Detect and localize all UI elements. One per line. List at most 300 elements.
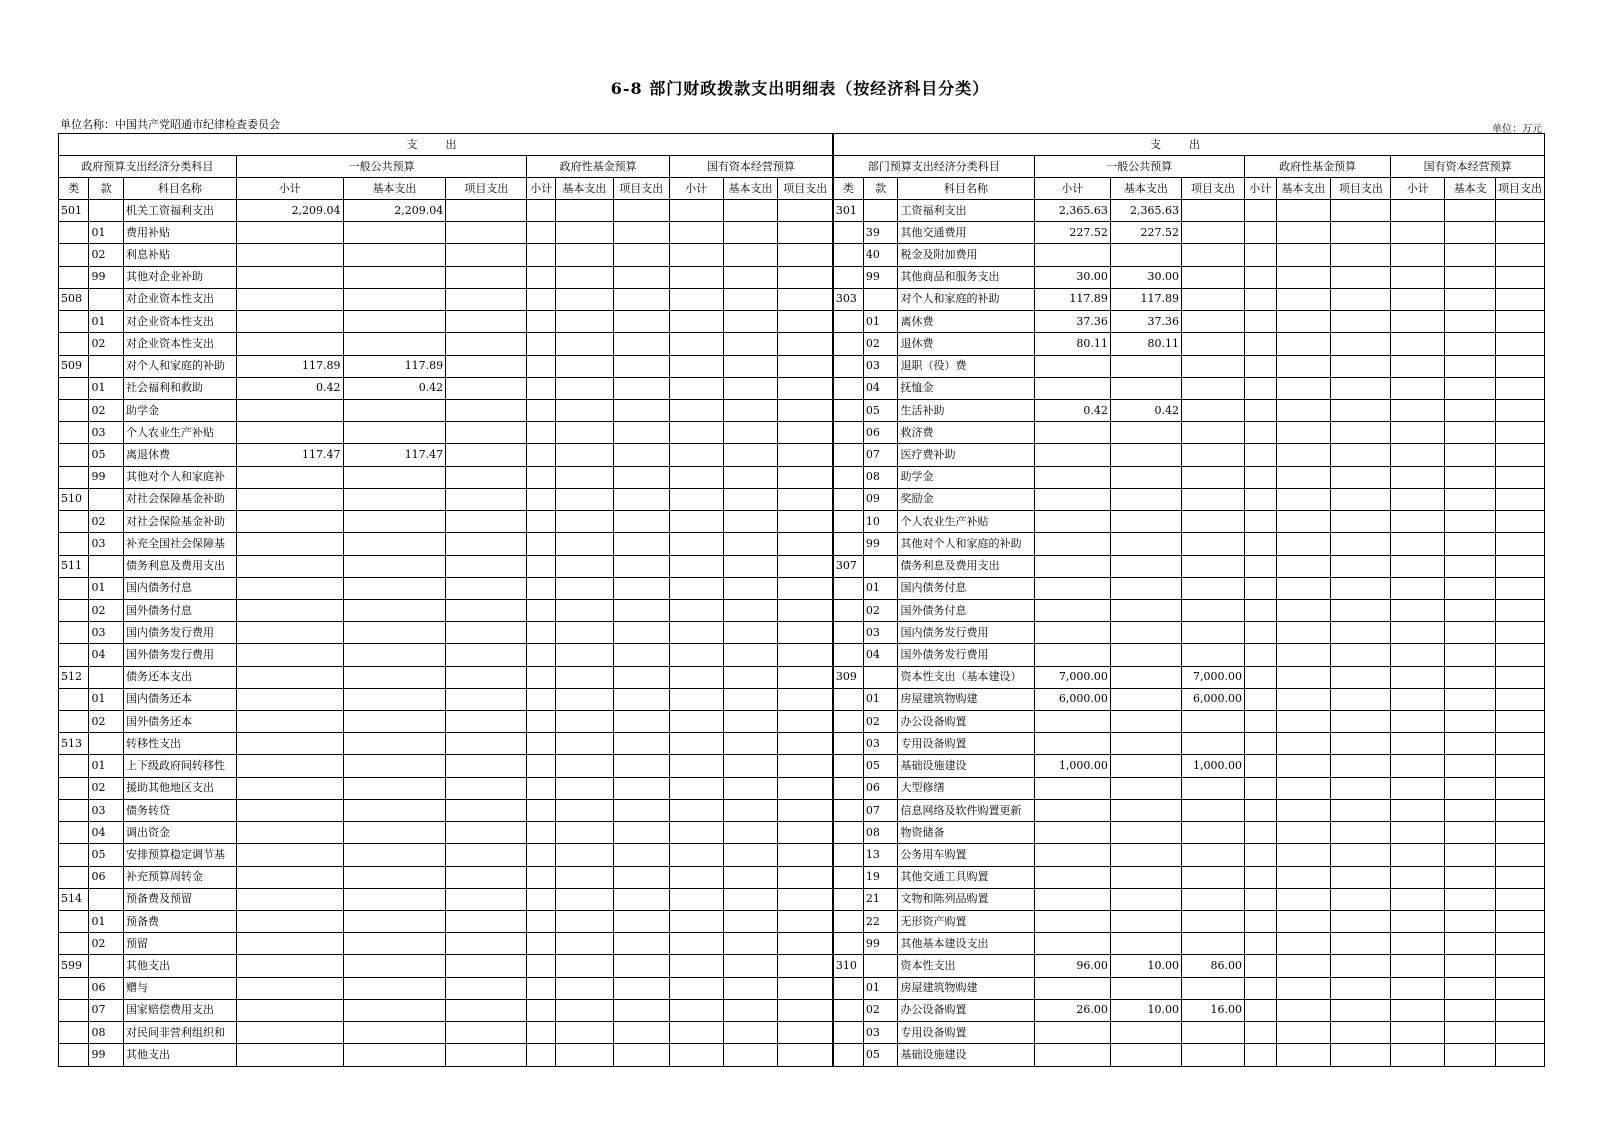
left-capital-subtotal-cell (669, 1044, 723, 1067)
left-capital-subtotal-cell (669, 200, 723, 222)
right-basic-cell (1110, 666, 1181, 688)
left-proj-cell (446, 444, 527, 466)
left-kuan-cell: 04 (89, 822, 124, 844)
left-fund-project-cell (613, 288, 669, 310)
left-capital-basic-cell (723, 422, 778, 444)
left-fund-subtotal-cell (527, 466, 555, 488)
right-basic-cell (1110, 577, 1181, 599)
right-sub-cell: 37.36 (1034, 311, 1110, 333)
right-fund-subtotal-cell (1245, 933, 1277, 955)
left-proj-cell (446, 266, 527, 288)
left-name-cell: 对社会保障基金补助 (124, 488, 237, 510)
right-capital-basic-cell (1445, 288, 1496, 310)
left-lei-cell (59, 822, 89, 844)
left-capital-subtotal-cell (669, 377, 723, 399)
left-fund-subtotal-cell (527, 488, 555, 510)
left-sub-cell (236, 822, 343, 844)
left-proj-cell (446, 488, 527, 510)
right-name-cell: 其他交通工具购置 (898, 866, 1034, 888)
right-lei-cell (833, 622, 863, 644)
left-fund-basic-cell (555, 577, 613, 599)
right-fund-basic-cell (1276, 266, 1331, 288)
right-capital-basic-cell (1445, 799, 1496, 821)
left-name-cell: 对社会保险基金补助 (124, 511, 237, 533)
left-lei-cell (59, 711, 89, 733)
left-name-cell: 债务还本支出 (124, 666, 237, 688)
right-capital-project-cell (1496, 888, 1545, 910)
left-capital-subtotal-cell (669, 577, 723, 599)
right-fund-subtotal-cell (1245, 1022, 1277, 1044)
right-fund-subtotal-cell (1245, 688, 1277, 710)
right-lei-cell (833, 977, 863, 999)
col-basic: 基本支出 (1276, 178, 1331, 200)
right-fund-basic-cell (1276, 733, 1331, 755)
left-capital-subtotal-cell (669, 599, 723, 621)
right-state-capital-header: 国有资本经营预算 (1391, 156, 1545, 178)
left-sub-cell (236, 533, 343, 555)
right-capital-project-cell (1496, 355, 1545, 377)
left-fund-project-cell (613, 399, 669, 421)
left-capital-project-cell (778, 244, 833, 266)
right-proj-cell (1182, 777, 1245, 799)
left-fund-project-cell (613, 622, 669, 644)
right-fund-basic-cell (1276, 977, 1331, 999)
right-fund-project-cell (1331, 599, 1391, 621)
left-lei-cell: 513 (59, 733, 89, 755)
left-fund-project-cell (613, 688, 669, 710)
left-basic-cell (343, 599, 446, 621)
left-fund-basic-cell (555, 244, 613, 266)
right-capital-basic-cell (1445, 666, 1496, 688)
left-fund-project-cell (613, 599, 669, 621)
right-fund-project-cell (1331, 733, 1391, 755)
right-basic-cell (1110, 688, 1181, 710)
right-proj-cell (1182, 288, 1245, 310)
right-fund-project-cell (1331, 533, 1391, 555)
left-basic-cell (343, 488, 446, 510)
right-lei-cell (833, 777, 863, 799)
right-capital-project-cell (1496, 711, 1545, 733)
right-kuan-cell: 08 (863, 822, 898, 844)
left-lei-cell (59, 799, 89, 821)
left-fund-basic-cell (555, 533, 613, 555)
right-sub-cell (1034, 1044, 1110, 1067)
right-proj-cell (1182, 622, 1245, 644)
left-lei-cell (59, 244, 89, 266)
left-capital-subtotal-cell (669, 222, 723, 244)
right-fund-project-cell (1331, 666, 1391, 688)
left-fund-project-cell (613, 222, 669, 244)
left-name-cell: 上下级政府间转移性 (124, 755, 237, 777)
right-capital-basic-cell (1445, 244, 1496, 266)
right-fund-basic-cell (1276, 1022, 1331, 1044)
left-fund-basic-cell (555, 266, 613, 288)
left-fund-subtotal-cell (527, 666, 555, 688)
left-fund-subtotal-cell (527, 688, 555, 710)
table-row (59, 666, 1545, 688)
right-lei-cell: 303 (833, 288, 863, 310)
col-lei: 类 (59, 178, 89, 200)
left-capital-basic-cell (723, 599, 778, 621)
left-capital-project-cell (778, 533, 833, 555)
right-capital-basic-cell (1445, 399, 1496, 421)
right-sub-cell (1034, 911, 1110, 933)
right-name-cell: 专用设备购置 (898, 1022, 1034, 1044)
right-kuan-cell: 03 (863, 622, 898, 644)
right-name-cell: 资本性支出（基本建设） (898, 666, 1034, 688)
right-kuan-cell: 21 (863, 888, 898, 910)
right-capital-subtotal-cell (1391, 866, 1445, 888)
right-proj-cell (1182, 399, 1245, 421)
left-fund-subtotal-cell (527, 733, 555, 755)
table-row (59, 911, 1545, 933)
left-fund-basic-cell (555, 355, 613, 377)
left-proj-cell (446, 644, 527, 666)
right-basic-cell (1110, 511, 1181, 533)
right-kuan-cell: 10 (863, 511, 898, 533)
left-capital-basic-cell (723, 1044, 778, 1067)
left-fund-project-cell (613, 644, 669, 666)
right-fund-subtotal-cell (1245, 977, 1277, 999)
left-proj-cell (446, 888, 527, 910)
left-lei-cell (59, 466, 89, 488)
left-fund-project-cell (613, 444, 669, 466)
left-kuan-cell: 02 (89, 711, 124, 733)
right-sub-cell (1034, 977, 1110, 999)
right-capital-project-cell (1496, 444, 1545, 466)
left-capital-subtotal-cell (669, 644, 723, 666)
table-row (59, 1044, 1545, 1067)
left-basic-cell (343, 244, 446, 266)
right-capital-subtotal-cell (1391, 266, 1445, 288)
right-fund-basic-cell (1276, 511, 1331, 533)
col-project: 项目支出 (1496, 178, 1545, 200)
right-fund-subtotal-cell (1245, 755, 1277, 777)
right-fund-subtotal-cell (1245, 577, 1277, 599)
left-name-cell: 安排预算稳定调节基 (124, 844, 237, 866)
left-name-cell: 国内债务发行费用 (124, 622, 237, 644)
right-fund-subtotal-cell (1245, 466, 1277, 488)
table-row (59, 444, 1545, 466)
left-capital-project-cell (778, 311, 833, 333)
right-basic-cell (1110, 755, 1181, 777)
right-fund-basic-cell (1276, 355, 1331, 377)
left-proj-cell (446, 466, 527, 488)
right-capital-basic-cell (1445, 377, 1496, 399)
left-lei-cell: 511 (59, 555, 89, 577)
right-basic-cell: 117.89 (1110, 288, 1181, 310)
right-fund-basic-cell (1276, 333, 1331, 355)
left-name-cell: 对个人和家庭的补助 (124, 355, 237, 377)
right-fund-project-cell (1331, 200, 1391, 222)
left-capital-subtotal-cell (669, 399, 723, 421)
right-proj-cell (1182, 222, 1245, 244)
left-basic-cell (343, 399, 446, 421)
right-capital-subtotal-cell (1391, 955, 1445, 977)
left-capital-project-cell (778, 666, 833, 688)
right-capital-subtotal-cell (1391, 622, 1445, 644)
right-fund-subtotal-cell (1245, 666, 1277, 688)
left-sub-cell (236, 599, 343, 621)
right-lei-cell (833, 355, 863, 377)
left-lei-cell (59, 577, 89, 599)
left-capital-basic-cell (723, 333, 778, 355)
left-lei-cell: 512 (59, 666, 89, 688)
right-basic-cell: 0.42 (1110, 399, 1181, 421)
right-expense-header: 支出 (833, 134, 1545, 156)
right-name-cell: 大型修缮 (898, 777, 1034, 799)
left-fund-subtotal-cell (527, 555, 555, 577)
right-lei-cell (833, 533, 863, 555)
left-fund-basic-cell (555, 399, 613, 421)
left-capital-basic-cell (723, 577, 778, 599)
left-fund-subtotal-cell (527, 355, 555, 377)
left-fund-project-cell (613, 200, 669, 222)
right-kuan-cell: 02 (863, 999, 898, 1021)
left-capital-basic-cell (723, 799, 778, 821)
left-lei-cell (59, 599, 89, 621)
right-sub-cell (1034, 244, 1110, 266)
left-fund-project-cell (613, 1022, 669, 1044)
right-name-cell: 物资储备 (898, 822, 1034, 844)
right-name-cell: 办公设备购置 (898, 999, 1034, 1021)
right-basic-cell (1110, 355, 1181, 377)
left-capital-project-cell (778, 266, 833, 288)
right-fund-project-cell (1331, 711, 1391, 733)
left-lei-cell (59, 622, 89, 644)
left-capital-project-cell (778, 577, 833, 599)
left-proj-cell (446, 688, 527, 710)
left-sub-cell (236, 555, 343, 577)
left-basic-cell (343, 311, 446, 333)
right-fund-subtotal-cell (1245, 399, 1277, 421)
left-fund-basic-cell (555, 444, 613, 466)
left-fund-project-cell (613, 311, 669, 333)
left-lei-cell: 510 (59, 488, 89, 510)
right-capital-subtotal-cell (1391, 755, 1445, 777)
right-category-header: 部门预算支出经济分类科目 (833, 156, 1034, 178)
left-sub-cell (236, 933, 343, 955)
left-fund-project-cell (613, 866, 669, 888)
right-capital-project-cell (1496, 666, 1545, 688)
left-kuan-cell: 01 (89, 311, 124, 333)
right-lei-cell (833, 911, 863, 933)
table-row (59, 555, 1545, 577)
right-kuan-cell: 03 (863, 355, 898, 377)
left-kuan-cell: 02 (89, 933, 124, 955)
right-fund-subtotal-cell (1245, 822, 1277, 844)
right-name-cell: 其他交通费用 (898, 222, 1034, 244)
right-capital-project-cell (1496, 955, 1545, 977)
left-fund-basic-cell (555, 911, 613, 933)
left-name-cell: 国家赔偿费用支出 (124, 999, 237, 1021)
right-capital-basic-cell (1445, 866, 1496, 888)
left-basic-cell (343, 555, 446, 577)
left-sub-cell (236, 999, 343, 1021)
left-basic-cell (343, 777, 446, 799)
left-name-cell: 国外债务付息 (124, 599, 237, 621)
col-subtotal: 小计 (527, 178, 555, 200)
right-name-cell: 救济费 (898, 422, 1034, 444)
left-capital-basic-cell (723, 222, 778, 244)
right-fund-subtotal-cell (1245, 1044, 1277, 1067)
right-basic-cell (1110, 377, 1181, 399)
left-fund-subtotal-cell (527, 822, 555, 844)
left-sub-cell (236, 1044, 343, 1067)
left-capital-basic-cell (723, 200, 778, 222)
left-fund-basic-cell (555, 1022, 613, 1044)
right-capital-subtotal-cell (1391, 222, 1445, 244)
left-lei-cell (59, 911, 89, 933)
right-fund-project-cell (1331, 422, 1391, 444)
left-fund-project-cell (613, 799, 669, 821)
right-lei-cell (833, 1044, 863, 1067)
right-basic-cell (1110, 977, 1181, 999)
left-fund-project-cell (613, 888, 669, 910)
left-fund-subtotal-cell (527, 955, 555, 977)
right-capital-basic-cell (1445, 555, 1496, 577)
left-kuan-cell: 03 (89, 533, 124, 555)
right-name-cell: 债务利息及费用支出 (898, 555, 1034, 577)
left-kuan-cell: 01 (89, 577, 124, 599)
right-kuan-cell: 07 (863, 799, 898, 821)
right-capital-subtotal-cell (1391, 911, 1445, 933)
left-capital-project-cell (778, 955, 833, 977)
right-capital-subtotal-cell (1391, 888, 1445, 910)
left-fund-basic-cell (555, 1044, 613, 1067)
right-fund-project-cell (1331, 822, 1391, 844)
left-name-cell: 预留 (124, 933, 237, 955)
right-sub-cell (1034, 733, 1110, 755)
right-capital-project-cell (1496, 599, 1545, 621)
left-fund-subtotal-cell (527, 444, 555, 466)
left-basic-cell (343, 288, 446, 310)
left-basic-cell (343, 977, 446, 999)
left-capital-basic-cell (723, 933, 778, 955)
left-kuan-cell: 03 (89, 799, 124, 821)
right-sub-cell (1034, 933, 1110, 955)
left-capital-subtotal-cell (669, 244, 723, 266)
right-basic-cell: 80.11 (1110, 333, 1181, 355)
left-capital-project-cell (778, 711, 833, 733)
right-proj-cell (1182, 377, 1245, 399)
left-fund-subtotal-cell (527, 377, 555, 399)
table-row (59, 355, 1545, 377)
right-basic-cell (1110, 488, 1181, 510)
table-row (59, 577, 1545, 599)
left-capital-basic-cell (723, 288, 778, 310)
left-kuan-cell: 03 (89, 422, 124, 444)
left-fund-subtotal-cell (527, 511, 555, 533)
left-expense-header: 支出 (59, 134, 833, 156)
left-proj-cell (446, 755, 527, 777)
right-sub-cell (1034, 555, 1110, 577)
right-general-budget-header: 一般公共预算 (1034, 156, 1244, 178)
right-fund-project-cell (1331, 488, 1391, 510)
left-name-cell: 机关工资福利支出 (124, 200, 237, 222)
right-sub-cell: 1,000.00 (1034, 755, 1110, 777)
right-basic-cell (1110, 1022, 1181, 1044)
right-fund-subtotal-cell (1245, 533, 1277, 555)
left-fund-subtotal-cell (527, 222, 555, 244)
right-fund-basic-cell (1276, 866, 1331, 888)
col-project: 项目支出 (613, 178, 669, 200)
right-lei-cell (833, 266, 863, 288)
left-name-cell: 国外债务发行费用 (124, 644, 237, 666)
left-fund-subtotal-cell (527, 911, 555, 933)
right-fund-project-cell (1331, 333, 1391, 355)
left-basic-cell (343, 822, 446, 844)
left-sub-cell (236, 311, 343, 333)
right-capital-subtotal-cell (1391, 333, 1445, 355)
right-name-cell: 退职（役）费 (898, 355, 1034, 377)
left-proj-cell (446, 599, 527, 621)
left-name-cell: 个人农业生产补贴 (124, 422, 237, 444)
right-fund-subtotal-cell (1245, 844, 1277, 866)
left-capital-project-cell (778, 466, 833, 488)
right-name-cell: 公务用车购置 (898, 844, 1034, 866)
left-name-cell: 其他对企业补助 (124, 266, 237, 288)
left-proj-cell (446, 577, 527, 599)
right-fund-subtotal-cell (1245, 622, 1277, 644)
right-proj-cell (1182, 466, 1245, 488)
right-capital-subtotal-cell (1391, 799, 1445, 821)
right-capital-basic-cell (1445, 511, 1496, 533)
right-capital-subtotal-cell (1391, 533, 1445, 555)
left-name-cell: 费用补贴 (124, 222, 237, 244)
right-capital-project-cell (1496, 333, 1545, 355)
right-proj-cell: 16.00 (1182, 999, 1245, 1021)
right-proj-cell (1182, 844, 1245, 866)
left-name-cell: 离退休费 (124, 444, 237, 466)
right-capital-subtotal-cell (1391, 399, 1445, 421)
left-fund-subtotal-cell (527, 311, 555, 333)
right-capital-basic-cell (1445, 888, 1496, 910)
right-capital-basic-cell (1445, 488, 1496, 510)
right-capital-basic-cell (1445, 222, 1496, 244)
left-capital-subtotal-cell (669, 444, 723, 466)
left-fund-project-cell (613, 244, 669, 266)
left-fund-subtotal-cell (527, 244, 555, 266)
table-row (59, 311, 1545, 333)
col-project: 项目支出 (446, 178, 527, 200)
col-subtotal: 小计 (1034, 178, 1110, 200)
left-fund-basic-cell (555, 688, 613, 710)
right-fund-project-cell (1331, 311, 1391, 333)
right-lei-cell (833, 755, 863, 777)
left-proj-cell (446, 666, 527, 688)
right-kuan-cell (863, 666, 898, 688)
left-capital-project-cell (778, 488, 833, 510)
left-capital-subtotal-cell (669, 711, 723, 733)
left-capital-basic-cell (723, 466, 778, 488)
right-kuan-cell: 05 (863, 399, 898, 421)
left-capital-basic-cell (723, 488, 778, 510)
left-sub-cell (236, 644, 343, 666)
right-lei-cell (833, 688, 863, 710)
right-capital-subtotal-cell (1391, 555, 1445, 577)
right-capital-project-cell (1496, 511, 1545, 533)
left-basic-cell (343, 266, 446, 288)
left-lei-cell (59, 1044, 89, 1067)
left-sub-cell: 2,209.04 (236, 200, 343, 222)
left-sub-cell (236, 799, 343, 821)
right-sub-cell (1034, 599, 1110, 621)
right-lei-cell (833, 599, 863, 621)
right-proj-cell (1182, 711, 1245, 733)
right-proj-cell (1182, 911, 1245, 933)
left-kuan-cell: 99 (89, 266, 124, 288)
